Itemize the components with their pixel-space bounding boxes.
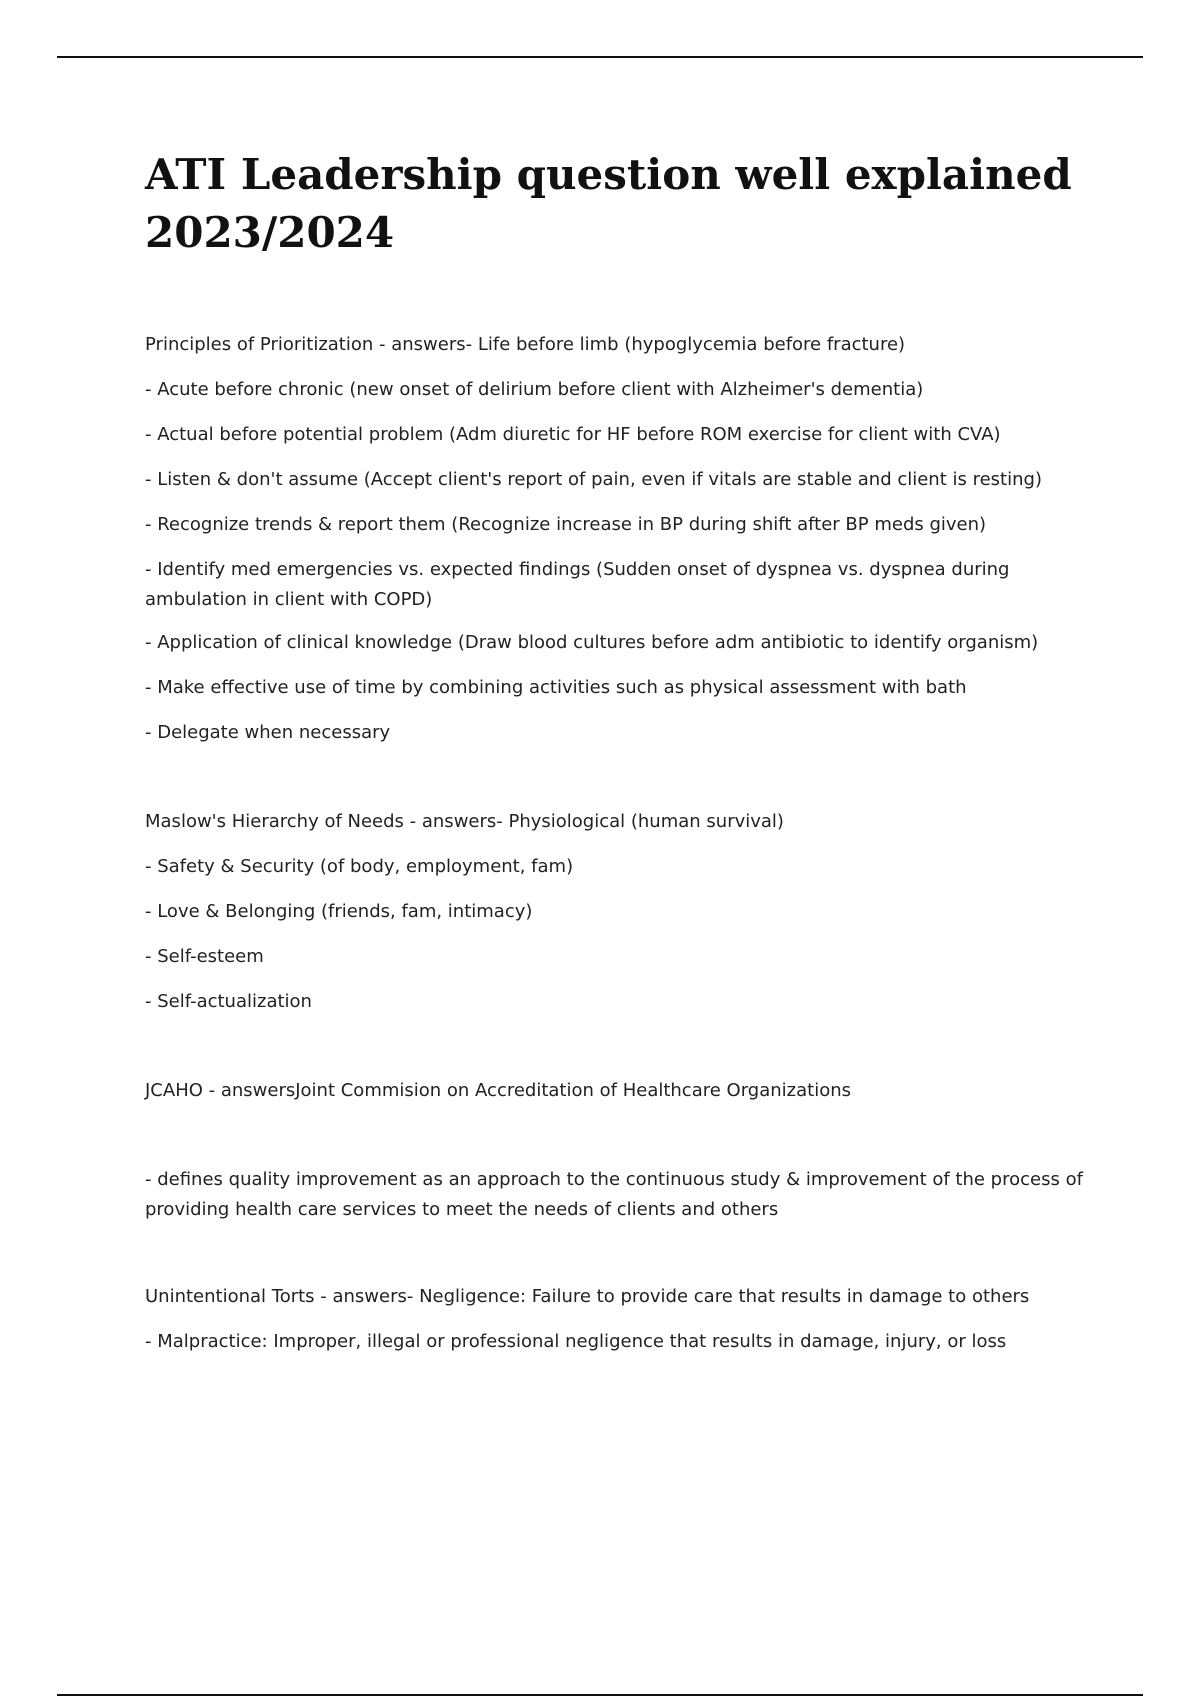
list-item: - Safety & Security (of body, employment, fam) [145,856,574,877]
list-item: - Self-actualization [145,991,312,1012]
section-spacer [145,1121,1085,1165]
bottom-rule [57,1694,1143,1696]
section-maslow [145,807,1085,1017]
section-unintentional-torts [145,1282,1085,1357]
list-item: - Make effective use of time by combining activities such as physical assessment with bath [145,677,967,698]
list-item: - Identify med emergencies vs. expected findings (Sudden onset of dyspnea vs. dyspnea during ambulation in client with COPD) [145,559,1010,610]
section-jcaho [145,1076,1085,1106]
list-item: - Love & Belonging (friends, fam, intimacy) [145,901,533,922]
document-body [145,330,1085,1372]
prioritization-heading-line: Principles of Prioritization - answers- Life before limb (hypoglycemia before fracture) [145,334,906,355]
page-title: ATI Leadership question well explained 2023/2024 [145,150,1072,257]
list-item: - Application of clinical knowledge (Draw blood cultures before adm antibiotic to identify organism) [145,632,1039,653]
section-spacer [145,1238,1085,1282]
section-prioritization [145,330,1085,748]
list-item: - Recognize trends & report them (Recognize increase in BP during shift after BP meds given) [145,514,987,535]
section-spacer [145,763,1085,807]
list-item: - Acute before chronic (new onset of delirium before client with Alzheimer's dementia) [145,379,924,400]
list-item: - Delegate when necessary [145,722,391,743]
section-quality-improvement [145,1165,1085,1225]
maslow-heading-line: Maslow's Hierarchy of Needs - answers- Physiological (human survival) [145,811,784,832]
list-item: - Self-esteem [145,946,264,967]
jcaho-heading-line: JCAHO - answersJoint Commision on Accreditation of Healthcare Organizations [145,1080,851,1101]
quality-improvement-line: - defines quality improvement as an approach to the continuous study & improvement of the process of providing health care services to meet the needs of clients and others [145,1169,1083,1220]
top-rule [57,56,1143,58]
list-item: - Listen & don't assume (Accept client's report of pain, even if vitals are stable and client is resting) [145,469,1042,490]
list-item: - Actual before potential problem (Adm diuretic for HF before ROM exercise for client with CVA) [145,424,1001,445]
torts-heading-line: Unintentional Torts - answers- Negligence: Failure to provide care that results in damage to others [145,1286,1030,1307]
section-spacer [145,1032,1085,1076]
list-item: - Malpractice: Improper, illegal or professional negligence that results in damage, injury, or loss [145,1331,1007,1352]
